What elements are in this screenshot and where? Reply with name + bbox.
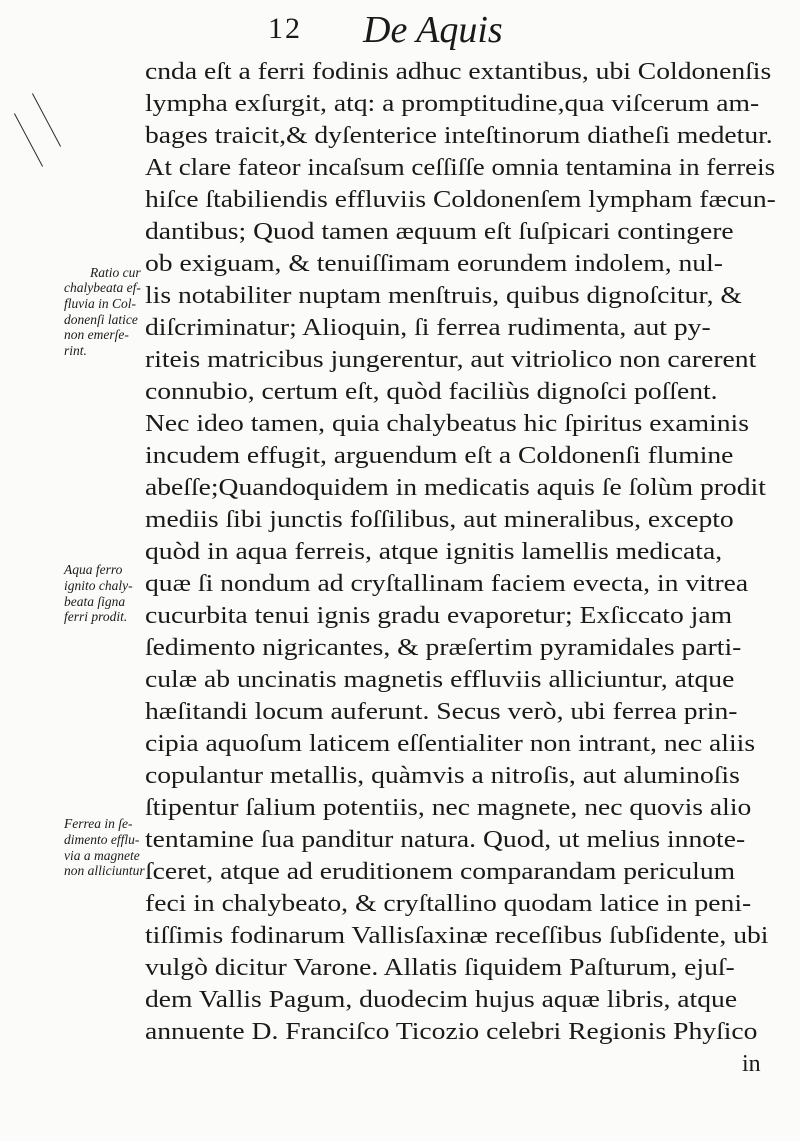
text-line: hæſitandi locum auferunt. Secus verò, ubi ferrea prin- (145, 699, 738, 725)
text-line: abeſſe;Quandoquidem in medicatis aquis ſe ſolùm prodit (145, 475, 766, 501)
text-line: riteis matricibus jungerentur, aut vitriolico non carerent (145, 347, 757, 373)
text-line: cipia aquoſum laticem eſſentialiter non intrant, nec aliis (145, 731, 756, 757)
margin-note-line: non emerſe- (64, 327, 129, 342)
margin-note-line: non alliciuntur (64, 863, 145, 878)
text-line: tentamine ſua panditur natura. Quod, ut melius innote- (145, 827, 746, 853)
catchword: in (742, 1051, 761, 1077)
text-line: cnda eſt a ferri fodinis adhuc extantibus, ubi Coldonenſis (145, 59, 772, 85)
text-line: lis notabiliter nuptam menſtruis, quibus dignoſcitur, & (145, 283, 742, 309)
text-line: At clare fateor incaſsum ceſſiſſe omnia tentamina in ferreis (145, 155, 776, 181)
page-number: 12 (268, 12, 302, 45)
text-line: cucurbita tenui ignis gradu evaporetur; Exſiccato jam (145, 603, 733, 629)
text-line: copulantur metallis, quàmvis a nitroſis, aut aluminoſis (145, 763, 740, 789)
text-line: vulgò dicitur Varone. Allatis ſiquidem Paſturum, ejuſ- (145, 955, 735, 981)
margin-note-line: beata ſigna (64, 594, 126, 609)
text-line: tiſſimis fodinarum Vallisſaxinæ receſſibus ſubſidente, ubi (145, 923, 769, 949)
page-header (268, 8, 598, 52)
text-line: hiſce ſtabiliendis effluviis Coldonenſem lympham fæcun- (145, 187, 776, 213)
text-line: ſtipentur ſalium potentiis, nec magnete, nec quovis alio (145, 795, 752, 821)
margin-note-line: dimento efflu- (64, 832, 140, 847)
margin-note-line: chalybeata ef- (64, 280, 141, 295)
margin-note-line: ignito chaly- (64, 578, 133, 593)
text-line: diſcriminatur; Alioquin, ſi ferrea rudimenta, aut py- (145, 315, 711, 341)
margin-note-line: Ratio cur (90, 265, 141, 280)
text-line: incudem effugit, arguendum eſt a Coldonenſi flumine (145, 443, 734, 469)
scan-line-mark (32, 93, 61, 146)
text-line: Nec ideo tamen, quia chalybeatus hic ſpiritus examinis (145, 411, 749, 437)
margin-note-line: Ferrea in ſe- (64, 816, 133, 831)
running-title: De Aquis (363, 9, 503, 51)
text-line: ob exiguam, & tenuiſſimam eorundem indolem, nul- (145, 251, 723, 277)
margin-note-line: ferri prodit. (64, 609, 128, 624)
margin-note-line: fluvia in Col- (64, 296, 136, 311)
text-line: mediis ſibi junctis foſſilibus, aut mineralibus, excepto (145, 507, 734, 533)
margin-note-line: rint. (64, 343, 87, 358)
text-line: connubio, certum eſt, quòd faciliùs dignoſci poſſent. (145, 379, 718, 405)
text-line: bages traicit,& dyſenterice inteſtinorum diatheſi medetur. (145, 123, 773, 149)
text-line: culæ ab uncinatis magnetis effluviis alliciuntur, atque (145, 667, 735, 693)
text-line: feci in chalybeato, & cryſtallino quodam latice in peni- (145, 891, 752, 917)
margin-note-line: donenſi latice (64, 312, 138, 327)
text-line: annuente D. Franciſco Ticozio celebri Regionis Phyſico (145, 1019, 758, 1045)
text-line: ſceret, atque ad eruditionem comparandam periculum (145, 859, 736, 885)
scan-line-mark (14, 113, 43, 166)
margin-note-line: Aqua ferro (64, 562, 123, 577)
text-line: quæ ſi nondum ad cryſtallinam faciem evecta, in vitrea (145, 571, 749, 597)
text-line: dem Vallis Pagum, duodecim hujus aquæ libris, atque (145, 987, 738, 1013)
text-line: ſedimento nigricantes, & præſertim pyramidales parti- (145, 635, 742, 661)
text-line: lympha exſurgit, atq: a promptitudine,qua viſcerum am- (145, 91, 760, 117)
text-line: quòd in aqua ferreis, atque ignitis lamellis medicata, (145, 539, 723, 565)
margin-note-line: via a magnete (64, 848, 140, 863)
text-line: dantibus; Quod tamen æquum eſt ſuſpicari contingere (145, 219, 734, 245)
